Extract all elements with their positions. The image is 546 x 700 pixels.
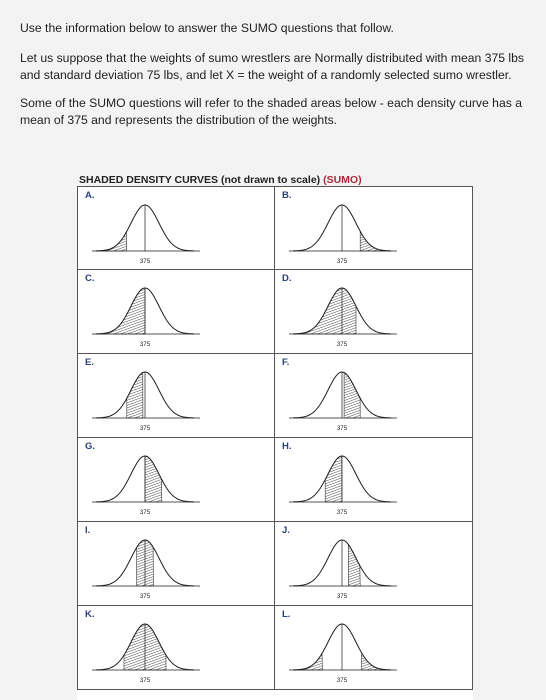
- density-curve: [275, 438, 473, 522]
- panel-label: J.: [282, 525, 290, 536]
- mean-tick-label: 375: [139, 341, 151, 348]
- density-panel-j: [275, 522, 473, 606]
- mean-tick-label: 375: [336, 677, 348, 684]
- density-curve-grid: [77, 186, 473, 700]
- mean-tick-label: 375: [139, 593, 151, 600]
- density-curve: [78, 354, 276, 438]
- density-curve: [275, 522, 473, 606]
- density-panel-c: [77, 270, 275, 354]
- density-panel-i: [77, 522, 275, 606]
- panel-label: B.: [282, 190, 292, 201]
- panel-label: D.: [282, 273, 292, 284]
- density-curve: [275, 606, 473, 690]
- panel-label: A.: [85, 190, 95, 201]
- density-panel-a: [77, 186, 275, 270]
- setup-text: Let us suppose that the weights of sumo wrestlers are Normally distributed with mean 375 lbs and standard deviation 75 lbs, and let X = the weight of a randomly selected sumo wrestler.: [20, 51, 524, 82]
- mean-tick-label: 375: [139, 509, 151, 516]
- mean-tick-label: 375: [139, 677, 151, 684]
- density-panel-g: [77, 438, 275, 522]
- density-panel-d: [275, 270, 473, 354]
- mean-tick-label: 375: [336, 509, 348, 516]
- mean-tick-label: 375: [336, 341, 348, 348]
- density-curve: [78, 522, 276, 606]
- shaded-region: [293, 288, 356, 334]
- density-panel-h: [275, 438, 473, 522]
- panel-label: E.: [85, 357, 94, 368]
- figure-title: [79, 174, 362, 186]
- density-curve: [78, 270, 276, 354]
- density-panel-e: [77, 354, 275, 438]
- shaded-areas-note: Some of the SUMO questions will refer to the shaded areas below - each density curve has a mean of 375 and represents the distribution of the weights.: [20, 96, 522, 127]
- intro-text: Use the information below to answer the SUMO questions that follow.: [20, 21, 394, 35]
- panel-label: F.: [282, 357, 290, 368]
- density-curve: [275, 354, 473, 438]
- density-panel-b: [275, 186, 473, 270]
- density-curve: [78, 187, 276, 271]
- panel-label: K.: [85, 609, 95, 620]
- figure-tag: (SUMO): [323, 174, 362, 186]
- panel-label: I.: [85, 525, 91, 536]
- shaded-region: [348, 544, 360, 586]
- panel-label: L.: [282, 609, 291, 620]
- panel-label: H.: [282, 441, 292, 452]
- panel-label: C.: [85, 273, 95, 284]
- density-panel-l: [275, 606, 473, 690]
- density-panel-k: [77, 606, 275, 690]
- density-curve: [78, 438, 276, 522]
- density-panel-f: [275, 354, 473, 438]
- figure-title-text: SHADED DENSITY CURVES (not drawn to scale): [79, 174, 321, 186]
- density-curve: [275, 270, 473, 354]
- mean-tick-label: 375: [139, 425, 151, 432]
- density-curve: [78, 606, 276, 690]
- density-curve: [275, 187, 473, 271]
- mean-tick-label: 375: [336, 425, 348, 432]
- panel-label: G.: [85, 441, 96, 452]
- shaded-region: [96, 288, 145, 334]
- mean-tick-label: 375: [139, 258, 151, 265]
- mean-tick-label: 375: [336, 593, 348, 600]
- mean-tick-label: 375: [336, 258, 348, 265]
- shaded-region: [344, 373, 360, 419]
- shaded-region: [127, 373, 143, 418]
